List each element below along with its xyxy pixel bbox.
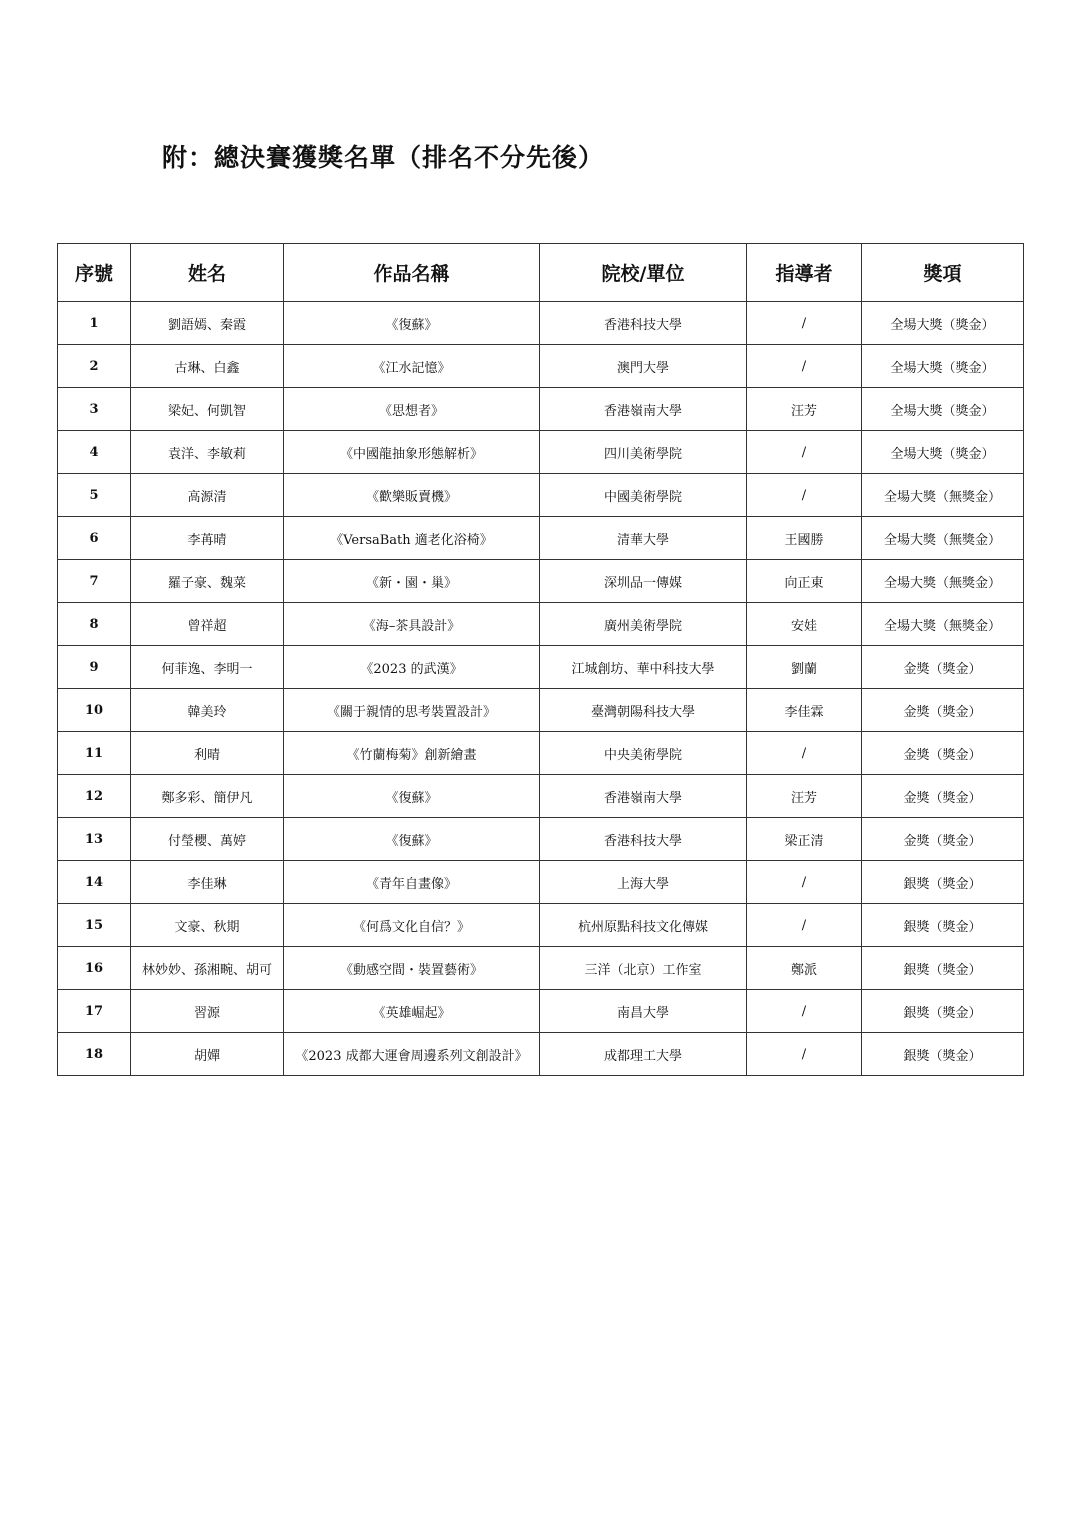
cell-work: 《新・園・巢》 [284, 560, 540, 603]
cell-award: 銀獎（獎金） [862, 904, 1024, 947]
cell-school: 清華大學 [540, 517, 747, 560]
cell-no: 7 [58, 560, 131, 603]
cell-no: 16 [58, 947, 131, 990]
cell-no: 4 [58, 431, 131, 474]
cell-school: 香港嶺南大學 [540, 775, 747, 818]
cell-award: 全場大獎（無獎金） [862, 560, 1024, 603]
table-row [58, 517, 1024, 560]
cell-work: 《思想者》 [284, 388, 540, 431]
cell-work: 《江水記憶》 [284, 345, 540, 388]
cell-advisor: 李佳霖 [747, 689, 862, 732]
table-row [58, 775, 1024, 818]
cell-work: 《竹蘭梅菊》創新繪畫 [284, 732, 540, 775]
cell-name: 韓美玲 [131, 689, 284, 732]
table-row [58, 818, 1024, 861]
cell-school: 四川美術學院 [540, 431, 747, 474]
cell-award: 銀獎（獎金） [862, 990, 1024, 1033]
cell-award: 全場大獎（無獎金） [862, 603, 1024, 646]
cell-advisor: / [747, 302, 862, 345]
table-row [58, 474, 1024, 517]
cell-name: 羅子豪、魏菜 [131, 560, 284, 603]
cell-school: 香港嶺南大學 [540, 388, 747, 431]
header-advisor: 指導者 [747, 244, 862, 302]
table-row [58, 345, 1024, 388]
header-no: 序號 [58, 244, 131, 302]
header-award: 獎項 [862, 244, 1024, 302]
cell-advisor: / [747, 345, 862, 388]
cell-no: 6 [58, 517, 131, 560]
cell-award: 全場大獎（獎金） [862, 345, 1024, 388]
cell-advisor: 王國勝 [747, 517, 862, 560]
cell-name: 文豪、秋期 [131, 904, 284, 947]
header-school: 院校/單位 [540, 244, 747, 302]
cell-name: 高源清 [131, 474, 284, 517]
cell-school: 江城創坊、華中科技大學 [540, 646, 747, 689]
cell-advisor: / [747, 474, 862, 517]
table-row [58, 560, 1024, 603]
cell-school: 杭州原點科技文化傳媒 [540, 904, 747, 947]
table-row [58, 646, 1024, 689]
table-row [58, 1033, 1024, 1076]
awards-table [57, 243, 1024, 1076]
cell-advisor: 汪芳 [747, 388, 862, 431]
cell-award: 全場大獎（獎金） [862, 431, 1024, 474]
cell-no: 14 [58, 861, 131, 904]
cell-work: 《復蘇》 [284, 818, 540, 861]
cell-advisor: 向正東 [747, 560, 862, 603]
table-row [58, 603, 1024, 646]
cell-award: 全場大獎（無獎金） [862, 517, 1024, 560]
cell-advisor: / [747, 431, 862, 474]
cell-school: 成都理工大學 [540, 1033, 747, 1076]
cell-school: 香港科技大學 [540, 302, 747, 345]
cell-award: 金獎（獎金） [862, 689, 1024, 732]
cell-school: 中國美術學院 [540, 474, 747, 517]
cell-work: 《復蘇》 [284, 775, 540, 818]
table-header-row [58, 244, 1024, 302]
cell-name: 梁妃、何凱智 [131, 388, 284, 431]
cell-name: 習源 [131, 990, 284, 1033]
cell-no: 2 [58, 345, 131, 388]
table-row [58, 990, 1024, 1033]
cell-name: 利晴 [131, 732, 284, 775]
table-body [58, 302, 1024, 1076]
table-row [58, 431, 1024, 474]
cell-name: 劉語嫣、秦霞 [131, 302, 284, 345]
cell-work: 《英雄崛起》 [284, 990, 540, 1033]
cell-advisor: / [747, 732, 862, 775]
cell-award: 金獎（獎金） [862, 775, 1024, 818]
cell-school: 廣州美術學院 [540, 603, 747, 646]
cell-work: 《動感空間・裝置藝術》 [284, 947, 540, 990]
cell-name: 何菲逸、李明一 [131, 646, 284, 689]
cell-work: 《青年自畫像》 [284, 861, 540, 904]
cell-no: 12 [58, 775, 131, 818]
cell-no: 1 [58, 302, 131, 345]
cell-name: 林妙妙、孫湘畹、胡可 [131, 947, 284, 990]
cell-advisor: / [747, 904, 862, 947]
cell-award: 金獎（獎金） [862, 818, 1024, 861]
cell-advisor: 汪芳 [747, 775, 862, 818]
header-name: 姓名 [131, 244, 284, 302]
cell-no: 11 [58, 732, 131, 775]
cell-school: 澳門大學 [540, 345, 747, 388]
cell-work: 《關于親情的思考裝置設計》 [284, 689, 540, 732]
table-row [58, 861, 1024, 904]
cell-name: 付瑩櫻、萬婷 [131, 818, 284, 861]
cell-work: 《海–茶具設計》 [284, 603, 540, 646]
cell-advisor: 梁正清 [747, 818, 862, 861]
cell-name: 袁洋、李敏莉 [131, 431, 284, 474]
cell-school: 南昌大學 [540, 990, 747, 1033]
cell-award: 銀獎（獎金） [862, 861, 1024, 904]
cell-work: 《VersaBath 適老化浴椅》 [284, 517, 540, 560]
table-row [58, 732, 1024, 775]
cell-award: 全場大獎（獎金） [862, 388, 1024, 431]
table-row [58, 904, 1024, 947]
cell-name: 李佳琳 [131, 861, 284, 904]
header-work: 作品名稱 [284, 244, 540, 302]
cell-no: 15 [58, 904, 131, 947]
cell-no: 9 [58, 646, 131, 689]
cell-advisor: 安娃 [747, 603, 862, 646]
cell-work: 《2023 成都大運會周邊系列文創設計》 [284, 1033, 540, 1076]
cell-advisor: 劉蘭 [747, 646, 862, 689]
cell-award: 銀獎（獎金） [862, 1033, 1024, 1076]
cell-name: 胡嬋 [131, 1033, 284, 1076]
cell-school: 香港科技大學 [540, 818, 747, 861]
cell-school: 中央美術學院 [540, 732, 747, 775]
cell-school: 深圳品一傳媒 [540, 560, 747, 603]
cell-name: 古琳、白鑫 [131, 345, 284, 388]
cell-work: 《何爲文化自信？》 [284, 904, 540, 947]
cell-school: 三洋（北京）工作室 [540, 947, 747, 990]
table-row [58, 947, 1024, 990]
cell-no: 10 [58, 689, 131, 732]
cell-advisor: / [747, 990, 862, 1033]
table-row [58, 388, 1024, 431]
cell-award: 全場大獎（無獎金） [862, 474, 1024, 517]
cell-no: 18 [58, 1033, 131, 1076]
cell-name: 曾祥超 [131, 603, 284, 646]
cell-name: 李苒晴 [131, 517, 284, 560]
cell-work: 《復蘇》 [284, 302, 540, 345]
cell-no: 5 [58, 474, 131, 517]
page-title: 附：總決賽獲獎名單（排名不分先後） [162, 143, 605, 172]
cell-award: 銀獎（獎金） [862, 947, 1024, 990]
cell-name: 鄭多彩、簡伊凡 [131, 775, 284, 818]
cell-advisor: / [747, 1033, 862, 1076]
cell-award: 金獎（獎金） [862, 646, 1024, 689]
cell-work: 《2023 的武漢》 [284, 646, 540, 689]
cell-work: 《歡樂販賣機》 [284, 474, 540, 517]
cell-school: 臺灣朝陽科技大學 [540, 689, 747, 732]
cell-award: 全場大獎（獎金） [862, 302, 1024, 345]
table-row [58, 302, 1024, 345]
cell-no: 3 [58, 388, 131, 431]
table-row [58, 689, 1024, 732]
cell-work: 《中國龍抽象形態解析》 [284, 431, 540, 474]
cell-school: 上海大學 [540, 861, 747, 904]
cell-advisor: / [747, 861, 862, 904]
cell-advisor: 鄭派 [747, 947, 862, 990]
cell-no: 8 [58, 603, 131, 646]
cell-no: 17 [58, 990, 131, 1033]
cell-no: 13 [58, 818, 131, 861]
cell-award: 金獎（獎金） [862, 732, 1024, 775]
